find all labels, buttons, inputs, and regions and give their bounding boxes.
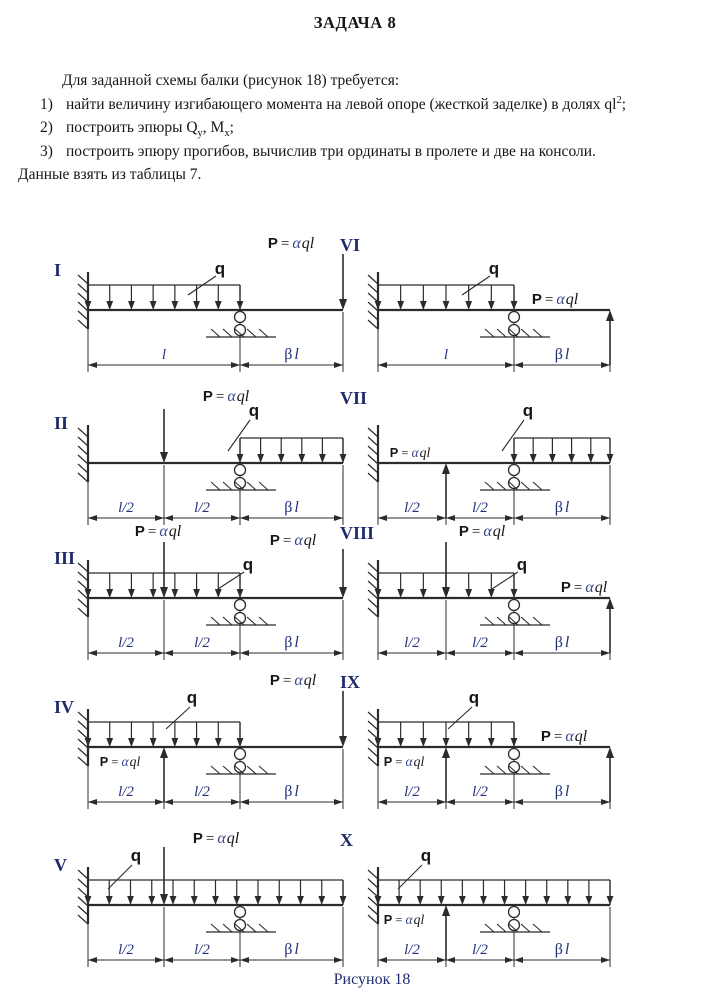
list-item-text: построить эпюру прогибов, вычислив три ординаты в пролете и две на консоли. <box>66 142 596 160</box>
p-force-label: P = αql <box>383 754 425 769</box>
q-leader-line <box>228 420 250 451</box>
p-force-label: P = αql <box>192 830 240 847</box>
list-item-text: построить эпюры $Q_y$, $M_x$; <box>66 119 234 140</box>
dimension-lines <box>88 312 343 372</box>
roller-support <box>480 907 550 933</box>
p-force-label: P = αql <box>389 445 431 460</box>
dimension-label: l <box>443 347 449 363</box>
beam-diagram-VI <box>338 230 648 378</box>
dimension-label: l/2 <box>472 942 488 958</box>
q-leader-line <box>108 865 132 889</box>
dimension-lines <box>88 465 343 525</box>
distributed-load <box>85 285 244 310</box>
q-load-label: q <box>242 555 254 574</box>
dimension-lines <box>378 600 610 660</box>
q-load-label: q <box>516 555 528 574</box>
beam-diagram-III <box>48 518 358 666</box>
list-number: 2) <box>40 119 53 137</box>
dimension-label: l/2 <box>194 942 210 958</box>
p-force-label: P = αql <box>267 235 315 252</box>
fixed-support <box>78 560 88 617</box>
force-arrow-up <box>442 747 450 802</box>
diagram-numeral: VI <box>340 235 361 255</box>
dimension-label: β l <box>284 346 299 363</box>
dimension-label: l/2 <box>404 500 420 516</box>
force-arrow-down <box>160 847 168 905</box>
superscript: 2 <box>616 94 622 106</box>
roller-support <box>480 465 550 491</box>
fixed-support <box>78 709 88 766</box>
dimension-lines <box>378 465 610 525</box>
dimension-lines <box>378 312 610 372</box>
distributed-load <box>85 722 244 747</box>
distributed-load <box>375 285 518 310</box>
p-force-label: P = αql <box>202 388 250 405</box>
q-load-label: q <box>468 688 480 707</box>
fixed-support <box>368 867 378 924</box>
dimension-label: l/2 <box>194 500 210 516</box>
p-force-label: P = αql <box>269 672 317 689</box>
roller-support <box>480 312 550 338</box>
dimension-label: l/2 <box>194 635 210 651</box>
roller-support <box>480 600 550 626</box>
fixed-support <box>368 560 378 617</box>
beam-diagram-IX <box>338 667 648 815</box>
diagram-numeral: IV <box>54 697 75 717</box>
fixed-support <box>78 867 88 924</box>
q-load-label: q <box>214 259 226 278</box>
distributed-load <box>511 438 614 463</box>
roller-support <box>206 312 276 338</box>
dimension-label: l/2 <box>404 635 420 651</box>
p-force-label: P = αql <box>383 912 425 927</box>
p-force-label: P = αql <box>560 579 608 596</box>
dimension-label: l/2 <box>472 784 488 800</box>
force-arrow-up <box>442 463 450 518</box>
q-load-label: q <box>522 401 534 420</box>
dimension-label: l <box>161 347 167 363</box>
dimension-label: l/2 <box>118 784 134 800</box>
q-leader-line <box>166 707 190 729</box>
dimension-label: β l <box>284 941 299 958</box>
dimension-label: β l <box>554 783 570 800</box>
q-load-label: q <box>420 846 432 865</box>
force-arrow-up <box>606 310 614 365</box>
force-arrow-down <box>160 409 168 463</box>
figure-caption: Рисунок 18 <box>333 971 411 988</box>
p-force-label: P = αql <box>99 754 141 769</box>
dimension-label: l/2 <box>194 784 210 800</box>
q-load-label: q <box>488 259 500 278</box>
force-arrow-down <box>442 542 450 598</box>
dimension-label: β l <box>554 346 570 363</box>
dimension-label: β l <box>554 941 570 958</box>
fixed-support <box>78 425 88 482</box>
page-title: ЗАДАЧА 8 <box>313 13 397 32</box>
beam-diagram-VIII <box>338 518 648 666</box>
diagram-numeral: V <box>54 855 67 875</box>
dimension-lines <box>88 600 343 660</box>
list-number: 1) <box>40 95 53 113</box>
diagram-numeral: I <box>54 260 62 280</box>
force-arrow-down <box>160 542 168 598</box>
beam-diagram-IV <box>48 667 361 815</box>
dimension-label: l/2 <box>404 942 420 958</box>
distributed-load <box>237 438 347 463</box>
p-force-label: P = αql <box>458 523 506 540</box>
p-force-label: P = αql <box>269 532 317 549</box>
roller-support <box>206 749 276 775</box>
beam-diagram-I <box>48 230 361 378</box>
q-load-label: q <box>186 688 198 707</box>
dimension-label: β l <box>284 783 299 800</box>
beam-diagram-VII <box>338 383 648 531</box>
diagram-numeral: IX <box>340 672 361 692</box>
diagram-numeral: VII <box>340 388 368 408</box>
fixed-support <box>368 272 378 329</box>
distributed-load <box>375 722 518 747</box>
dimension-label: β l <box>554 634 570 651</box>
dimension-label: β l <box>284 634 299 651</box>
dimension-label: l/2 <box>118 635 134 651</box>
dimension-label: l/2 <box>472 635 488 651</box>
list-number: 3) <box>40 142 53 160</box>
dimension-label: β l <box>554 499 570 516</box>
data-note: Данные взять из таблицы 7. <box>18 166 202 184</box>
distributed-load <box>85 880 347 905</box>
q-load-label: q <box>248 401 260 420</box>
beam-diagram-II <box>48 383 358 531</box>
p-force-label: P = αql <box>531 291 579 308</box>
fixed-support <box>78 272 88 329</box>
subscript: y <box>197 128 203 140</box>
dimension-label: l/2 <box>118 500 134 516</box>
dimension-label: l/2 <box>118 942 134 958</box>
q-leader-line <box>398 865 422 889</box>
dimension-label: β l <box>284 499 299 516</box>
force-arrow-up <box>606 598 614 653</box>
diagram-numeral: X <box>340 830 353 850</box>
roller-support <box>206 600 276 626</box>
intro-paragraph: Для заданной схемы балки (рисунок 18) требуется: <box>62 72 400 89</box>
list-item-text: найти величину изгибающего момента на левой опоре (жесткой заделке) в долях $ql^2$; <box>66 94 626 113</box>
distributed-load <box>375 880 614 905</box>
dimension-label: l/2 <box>472 500 488 516</box>
diagram-numeral: II <box>54 413 69 433</box>
q-leader-line <box>502 420 524 451</box>
fixed-support <box>368 709 378 766</box>
p-force-label: P = αql <box>540 728 588 745</box>
dimension-lines <box>88 907 343 967</box>
roller-support <box>206 465 276 491</box>
beam-diagram-V <box>48 825 358 973</box>
beam-diagram-X <box>338 825 648 973</box>
p-force-label: P = αql <box>134 523 182 540</box>
fixed-support <box>368 425 378 482</box>
roller-support <box>480 749 550 775</box>
diagram-numeral: III <box>54 548 76 568</box>
dimension-label: l/2 <box>404 784 420 800</box>
force-arrow-up <box>606 747 614 802</box>
q-load-label: q <box>130 846 142 865</box>
force-arrow-up <box>160 747 168 802</box>
subscript: x <box>224 128 230 140</box>
diagram-numeral: VIII <box>340 523 375 543</box>
force-arrow-up <box>442 905 450 960</box>
roller-support <box>206 907 276 933</box>
